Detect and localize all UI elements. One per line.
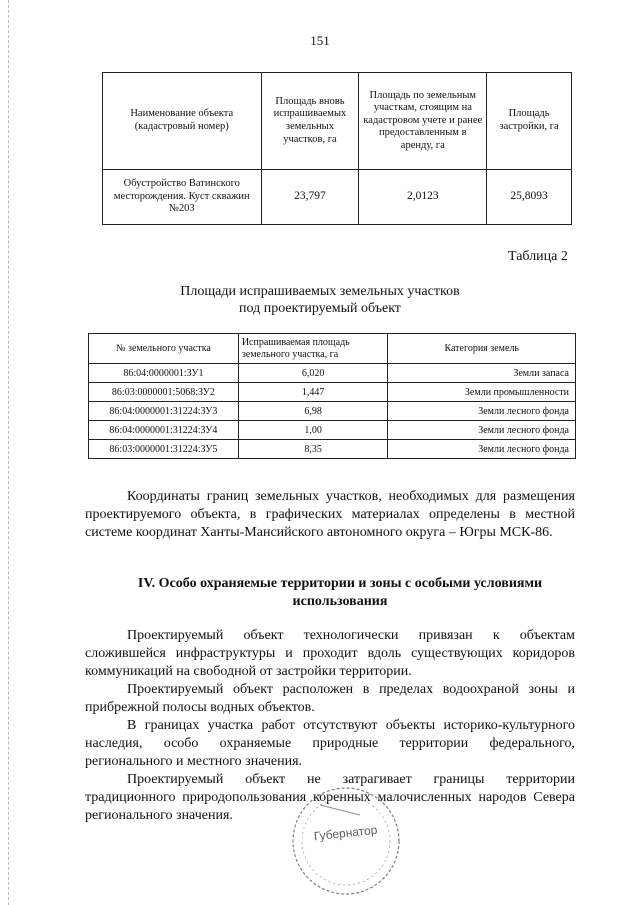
paragraph: Проектируемый объект технологически привязан к объектам сложившейся инфраструктуры и проходит вдоль существующих коридоров коммуникаций на свободной от застройки территории. (85, 628, 575, 679)
table-cell: 6,98 (238, 402, 388, 421)
table-cell: 25,8093 (487, 170, 572, 225)
table-row (103, 170, 572, 225)
table-row (89, 402, 576, 421)
table-2-label: Таблица 2 (508, 249, 568, 264)
table-row (89, 364, 576, 383)
table-header-row (89, 334, 576, 364)
table-cell: Обустройство Ватинского месторождения. Куст скважин №203 (103, 170, 262, 225)
table-cell: 2,0123 (359, 170, 487, 225)
official-stamp (290, 785, 402, 897)
table-row (89, 421, 576, 440)
table-cell: 86:03:0000001:31224:ЗУ5 (89, 440, 239, 459)
table-cell: 6,020 (238, 364, 388, 383)
paragraph: Проектируемый объект не затрагивает границы территории традиционного природопользования коренных малочисленных народов Севера регионального значения. (85, 772, 575, 823)
paragraph: Проектируемый объект расположен в пределах водоохраной зоны и прибрежной полосы водных объектов. (85, 682, 575, 715)
table-cell: Земли лесного фонда (388, 402, 576, 421)
stamp-seal-icon (290, 785, 402, 897)
table-2-title (0, 283, 640, 317)
land-plots-table (88, 333, 576, 459)
page-number: 151 (310, 33, 330, 48)
table-header-cell: Площадь застройки, га (487, 73, 572, 170)
paragraph: В границах участка работ отсутствуют объекты историко-культурного наследия, особо охраняемые природные территории федерального, регионального и местного значения. (85, 718, 575, 769)
table-header-cell: Наименование объекта (кадастровый номер) (103, 73, 262, 170)
objects-area-table (102, 72, 572, 225)
table-header-cell: № земельного участка (89, 334, 239, 364)
table-2-title-line: под проектируемый объект (239, 301, 401, 316)
table-cell: 86:03:0000001:5068:ЗУ2 (89, 383, 239, 402)
table-cell: 86:04:0000001:ЗУ1 (89, 364, 239, 383)
table-header-cell: Площадь по земельным участкам, стоящим на кадастровом учете и ранее предоставленным в аренду, га (359, 73, 487, 170)
table-cell: 23,797 (261, 170, 359, 225)
table-header-cell: Площадь вновь испрашиваемых земельных участков, га (261, 73, 359, 170)
stamp-text: Губернатор (313, 822, 378, 844)
table-cell: 1,00 (238, 421, 388, 440)
table-row (89, 440, 576, 459)
coordinates-paragraph: Координаты границ земельных участков, необходимых для размещения проектируемого объекта, в графических материалах определены в местной системе координат Ханты-Мансийского автономного округа – Югры МСК-86. (85, 489, 575, 540)
table-cell: 8,35 (238, 440, 388, 459)
table-row (89, 383, 576, 402)
table-cell: 1,447 (238, 383, 388, 402)
table-cell: Земли лесного фонда (388, 440, 576, 459)
table-cell: Земли промышленности (388, 383, 576, 402)
table-cell: 86:04:0000001:31224:ЗУ4 (89, 421, 239, 440)
table-header-cell: Категория земель (388, 334, 576, 364)
table-header-cell: Испрашиваемая площадь земельного участка, га (238, 334, 388, 364)
table-2-title-line: Площади испрашиваемых земельных участков (180, 284, 460, 299)
table-header-row (103, 73, 572, 170)
table-cell: Земли лесного фонда (388, 421, 576, 440)
table-cell: Земли запаса (388, 364, 576, 383)
scan-edge-line (8, 0, 9, 905)
table-cell: 86:04:0000001:31224:ЗУ3 (89, 402, 239, 421)
section-heading: IV. Особо охраняемые территории и зоны с особыми условиями использования (137, 576, 543, 609)
